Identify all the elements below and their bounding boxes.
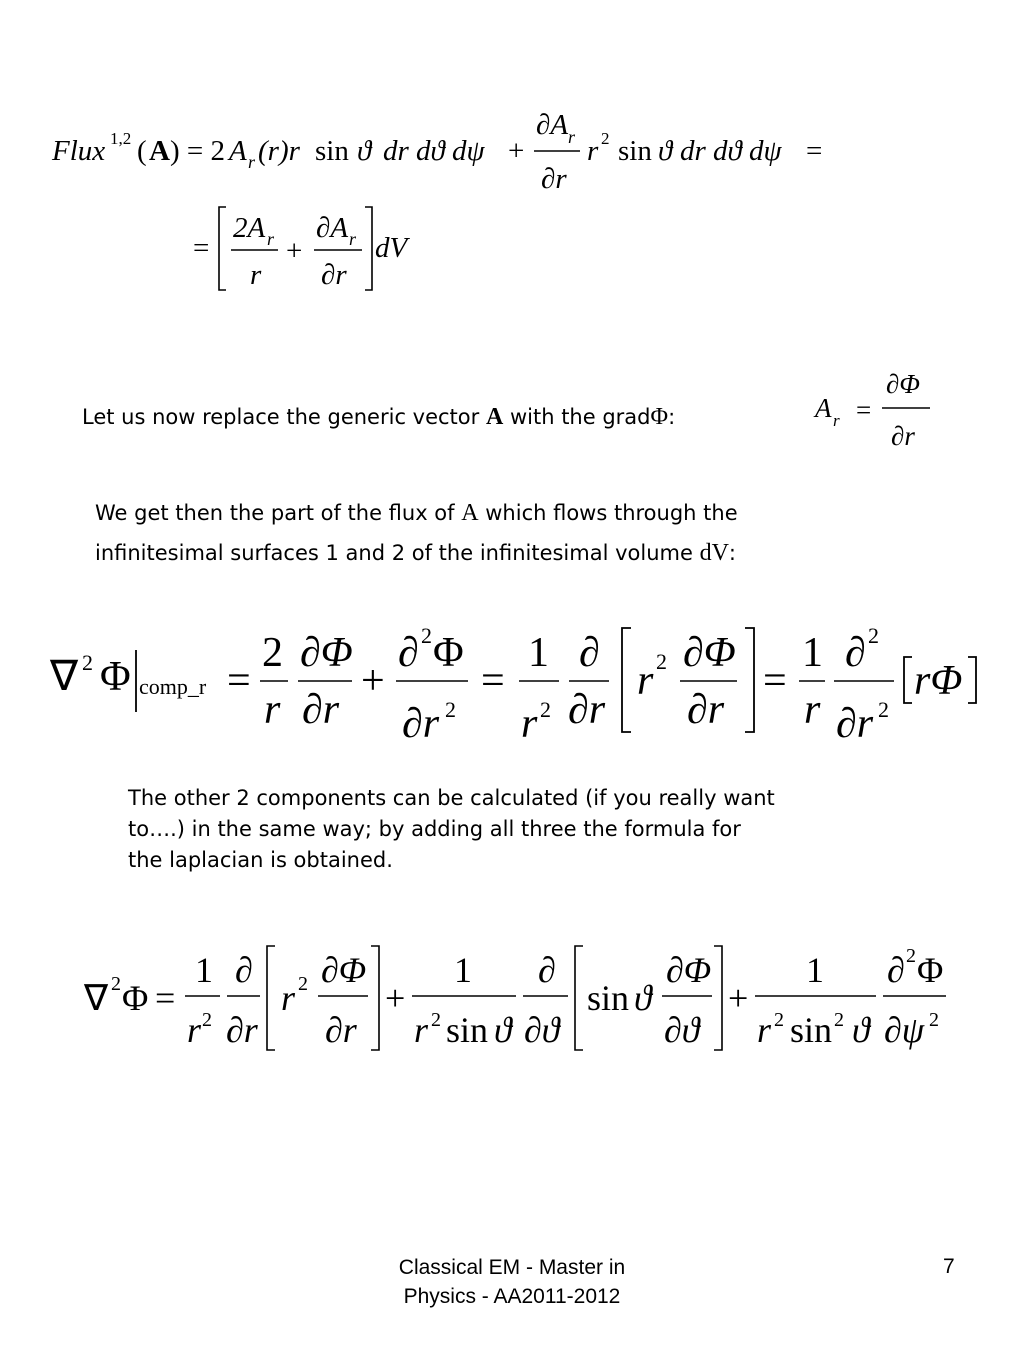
eq3-phi: Φ xyxy=(122,978,149,1018)
theta-symbol-2: ϑ xyxy=(658,135,673,167)
footer-line-2: Physics - AA2011-2012 xyxy=(403,1285,621,1308)
flux-line-2-colon: : xyxy=(728,541,736,565)
eq3-f7-den-sup: 2 xyxy=(774,1009,784,1031)
eq2-f5-num: ∂ xyxy=(579,630,600,676)
eq3-f3-num: ∂Φ xyxy=(321,950,367,990)
eq3-f6-num: ∂Φ xyxy=(666,950,712,990)
eq2-f3-num: ∂ xyxy=(398,630,419,676)
eq2-f5-den: ∂r xyxy=(568,687,606,733)
differentials: dr dϑ dψ xyxy=(383,135,485,167)
eq2-f4-num: 1 xyxy=(528,630,549,676)
sin-text-2: sin xyxy=(618,135,652,167)
eq3-f5-num: ∂ xyxy=(538,950,556,990)
ar-sub: r xyxy=(833,411,840,430)
eq3-f1-den: r xyxy=(187,1010,202,1050)
eq3-f4-num: 1 xyxy=(454,950,472,990)
eq2-plus: + xyxy=(361,658,385,704)
equals-end: = xyxy=(806,135,823,167)
eq3-nabla: ∇ xyxy=(84,978,109,1018)
replace-phi: Φ xyxy=(650,404,669,430)
eq3-f7-den-sin-sup: 2 xyxy=(834,1009,844,1031)
frac-denominator: ∂r xyxy=(541,163,567,195)
equals-two: ) = 2 xyxy=(170,135,226,167)
eq3-f8-num-phi: Φ xyxy=(917,950,944,990)
replace-post: with the grad xyxy=(503,405,651,429)
eq2-f3-num-sup: 2 xyxy=(421,623,432,648)
eq2-f4-den: r xyxy=(521,701,538,747)
eq2-f8-den: ∂r xyxy=(836,701,874,747)
eq2-f7-num: 1 xyxy=(802,630,823,676)
eq3-r: r xyxy=(281,978,296,1018)
replace-pre: Let us now replace the generic vector xyxy=(82,405,486,429)
differentials-2: dr dϑ dψ xyxy=(680,135,782,167)
eq3-f8-num: ∂ xyxy=(887,950,905,990)
eq3-f4-den-theta: ϑ xyxy=(494,1010,512,1050)
eq3-equals: = xyxy=(155,978,176,1018)
eq3-f3-den: ∂r xyxy=(325,1010,357,1050)
row2-frac2-num: ∂A xyxy=(316,212,349,244)
row2-plus: + xyxy=(286,235,303,267)
eq3-f7-den-r: r xyxy=(757,1010,772,1050)
eq3-f8-num-sup: 2 xyxy=(906,945,916,967)
eq2-r-sup: 2 xyxy=(656,649,667,674)
eq3-r-sup: 2 xyxy=(298,973,308,995)
other-line-3: the laplacian is obtained. xyxy=(128,848,393,872)
eq2-f3-num-phi: Φ xyxy=(433,630,464,676)
eq2-f1-den: r xyxy=(264,687,281,733)
frac-numerator-subscript: r xyxy=(568,127,576,147)
other-line-1: The other 2 components can be calculated (if you really want xyxy=(128,786,775,810)
ar-equals: = xyxy=(856,395,872,425)
row2-equals: = xyxy=(193,232,210,264)
flux-line-1-post: which flows through the xyxy=(478,501,738,525)
eq3-f2-num: ∂ xyxy=(235,950,253,990)
eq3-nabla-sq: 2 xyxy=(111,973,121,995)
eq3-theta: ϑ xyxy=(634,978,652,1018)
eq3-f4-den-r: r xyxy=(414,1010,429,1050)
a-symbol: A xyxy=(229,135,247,167)
eq2-f8-den-sup: 2 xyxy=(878,697,889,722)
eq3-f4-den-sin: sin xyxy=(446,1010,489,1050)
row2-frac2-num-sub: r xyxy=(349,229,357,249)
eq3-f8-den: ∂ψ xyxy=(884,1010,925,1050)
eq2-equals-1: = xyxy=(227,658,251,704)
eq3-f2-den: ∂r xyxy=(226,1010,258,1050)
ar-a: A xyxy=(815,393,832,423)
eq3-f4-den-sup: 2 xyxy=(431,1009,441,1031)
replace-vector: A xyxy=(485,404,504,430)
r-square: 2 xyxy=(601,129,610,148)
flux-line-1-pre: We get then the part of the flux of xyxy=(95,501,462,525)
r-symbol: r xyxy=(587,135,599,167)
row2-dv: dV xyxy=(375,232,408,264)
other-line-2: to….) in the same way; by adding all three the formula for xyxy=(128,817,741,841)
flux-label: Flux xyxy=(52,135,106,167)
flux-line-1-vec: A xyxy=(461,500,479,526)
flux-line-2-dv: dV xyxy=(699,540,729,566)
eq2-f3-den-sup: 2 xyxy=(445,697,456,722)
page-number: 7 xyxy=(943,1255,955,1278)
eq2-f3-den: ∂r xyxy=(402,701,440,747)
eq3-f5-den: ∂ϑ xyxy=(524,1010,560,1050)
frac-numerator: ∂A xyxy=(536,109,569,141)
eq2-rphi: rΦ xyxy=(914,658,963,704)
eq2-equals-2: = xyxy=(481,658,505,704)
eq2-equals-3: = xyxy=(763,658,787,704)
eq3-f8-den-sup: 2 xyxy=(929,1009,939,1031)
eq2-f8-num: ∂ xyxy=(845,630,866,676)
eq2-subscript: comp_r xyxy=(139,674,207,699)
row2-frac1-num: 2A xyxy=(233,212,266,244)
eq2-f6-den: ∂r xyxy=(687,687,725,733)
plus-sign: + xyxy=(508,135,525,167)
eq2-nabla: ∇ xyxy=(50,654,79,700)
footer-caption xyxy=(332,1253,692,1311)
eq3-f1-num: 1 xyxy=(195,950,213,990)
eq2-f7-den: r xyxy=(804,687,821,733)
flux-superscript: 1,2 xyxy=(110,129,132,148)
r-argument: (r)r xyxy=(258,135,300,167)
eq2-f4-den-sup: 2 xyxy=(540,697,551,722)
a-subscript: r xyxy=(248,152,256,172)
eq3-plus-1: + xyxy=(385,978,406,1018)
eq3-f7-num: 1 xyxy=(806,950,824,990)
eq2-f2-num: ∂Φ xyxy=(300,630,353,676)
sin-text: sin xyxy=(315,135,349,167)
eq2-phi: Φ xyxy=(100,654,131,700)
eq2-f8-num-sup: 2 xyxy=(868,623,879,648)
vector-a: A xyxy=(149,135,170,167)
flux-line-2-pre: infinitesimal surfaces 1 and 2 of the infinitesimal volume xyxy=(95,541,700,565)
eq2-f2-den: ∂r xyxy=(302,687,340,733)
lpar: ( xyxy=(137,135,147,167)
eq3-f7-den-theta: ϑ xyxy=(852,1010,870,1050)
theta-symbol: ϑ xyxy=(357,135,372,167)
eq2-f1-num: 2 xyxy=(262,630,283,676)
eq3-f1-den-sup: 2 xyxy=(202,1009,212,1031)
row2-frac1-num-sub: r xyxy=(267,229,275,249)
eq3-f6-den: ∂ϑ xyxy=(664,1010,700,1050)
ar-den: ∂r xyxy=(891,421,915,451)
ar-num: ∂Φ xyxy=(886,369,920,399)
eq3-f7-den-sin: sin xyxy=(790,1010,833,1050)
replace-colon: : xyxy=(668,405,676,429)
eq3-sin: sin xyxy=(587,978,630,1018)
row2-frac2-den: ∂r xyxy=(321,259,347,291)
row2-frac1-den: r xyxy=(250,259,262,291)
eq2-r: r xyxy=(637,658,654,704)
footer-line-1: Classical EM - Master in xyxy=(398,1256,626,1279)
eq3-plus-2: + xyxy=(728,978,749,1018)
eq2-nabla-sq: 2 xyxy=(82,650,93,675)
eq2-f6-num: ∂Φ xyxy=(683,630,736,676)
